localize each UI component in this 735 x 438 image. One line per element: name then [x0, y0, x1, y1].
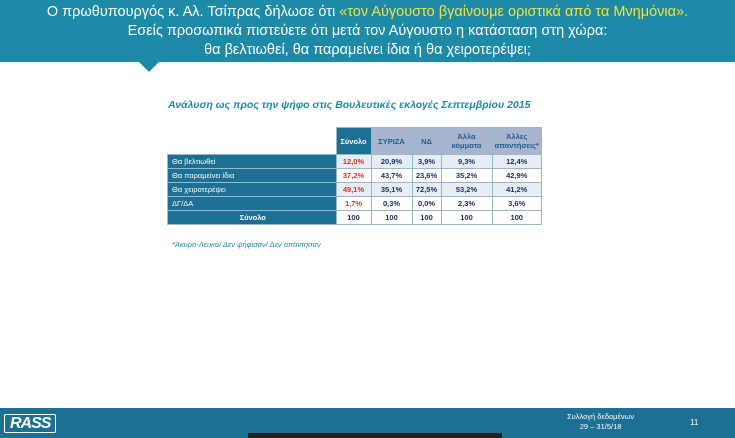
- row-label: ΔΓ/ΔΑ: [168, 197, 337, 211]
- total-row: [168, 211, 542, 225]
- total-cell: 100: [371, 211, 412, 225]
- table-corner: [168, 128, 337, 155]
- col-other-parties: Άλλα κόμματα: [441, 128, 492, 155]
- table-row: [168, 155, 542, 169]
- total-cell: 100: [336, 211, 371, 225]
- row-label: Θα παραμείνει ίδια: [168, 169, 337, 183]
- footnote: *Άκυρο-Λευκό/ Δεν ψήφισαν/ Δεν απάντησαν: [172, 240, 321, 249]
- row-label: Θα βελτιωθεί: [168, 155, 337, 169]
- cell-value: 3,9%: [412, 155, 441, 169]
- table-row: [168, 169, 542, 183]
- cell-value: 41,2%: [492, 183, 541, 197]
- slide-header: [0, 0, 735, 62]
- question-line-2: Εσείς προσωπικά πιστεύετε ότι μετά τον Αύγουστο η κατάσταση στη χώρα:: [127, 23, 608, 39]
- video-control-bar: [248, 433, 502, 438]
- page-number: 11: [690, 418, 699, 427]
- header-notch: [138, 61, 160, 72]
- cell-value: 43,7%: [371, 169, 412, 183]
- cell-value: 23,6%: [412, 169, 441, 183]
- cell-value: 49,1%: [336, 183, 371, 197]
- cell-value: 35,2%: [441, 169, 492, 183]
- row-label: Θα χειροτερέψει: [168, 183, 337, 197]
- cell-value: 0,0%: [412, 197, 441, 211]
- cell-value: 9,3%: [441, 155, 492, 169]
- cell-value: 1,7%: [336, 197, 371, 211]
- table-row: [168, 197, 542, 211]
- cell-value: 53,2%: [441, 183, 492, 197]
- question-line-3: θα βελτιωθεί, θα παραμείνει ίδια ή θα χειροτερέψει;: [204, 42, 531, 58]
- table-header-row: [168, 128, 542, 155]
- total-cell: 100: [412, 211, 441, 225]
- collection-dates: 29 – 31/5/18: [579, 422, 622, 431]
- cell-value: 72,5%: [412, 183, 441, 197]
- col-syriza: ΣΥΡΙΖΑ: [371, 128, 412, 155]
- col-other-answers: Άλλες απαντήσεις*: [492, 128, 541, 155]
- total-cell: 100: [441, 211, 492, 225]
- cell-value: 12,4%: [492, 155, 541, 169]
- cell-value: 3,6%: [492, 197, 541, 211]
- total-row-label: Σύνολο: [168, 211, 337, 225]
- data-collection-info: [567, 412, 634, 432]
- cell-value: 20,9%: [371, 155, 412, 169]
- cell-value: 37,2%: [336, 169, 371, 183]
- table-row: [168, 183, 542, 197]
- quote-highlight: «τον Αύγουστο βγαίνουμε οριστικά από τα Μνημόνια».: [339, 4, 689, 20]
- total-cell: 100: [492, 211, 541, 225]
- results-table: [167, 127, 542, 225]
- collection-label: Συλλογή δεδομένων: [567, 412, 635, 421]
- cell-value: 42,9%: [492, 169, 541, 183]
- col-nd: ΝΔ: [412, 128, 441, 155]
- cell-value: 0,3%: [371, 197, 412, 211]
- col-total: Σύνολο: [336, 128, 371, 155]
- cell-value: 35,1%: [371, 183, 412, 197]
- table-subtitle: Ανάλυση ως προς την ψήφο στις Βουλευτικές εκλογές Σεπτεμβρίου 2015: [168, 99, 531, 111]
- cell-value: 2,3%: [441, 197, 492, 211]
- cell-value: 12,0%: [336, 155, 371, 169]
- question-line-1: Ο πρωθυπουργός κ. Αλ. Τσίπρας δήλωσε ότι «τον Αύγουστο βγαίνουμε οριστικά από τα Μνημόνια».: [46, 4, 689, 20]
- rass-logo: RASS: [4, 414, 56, 433]
